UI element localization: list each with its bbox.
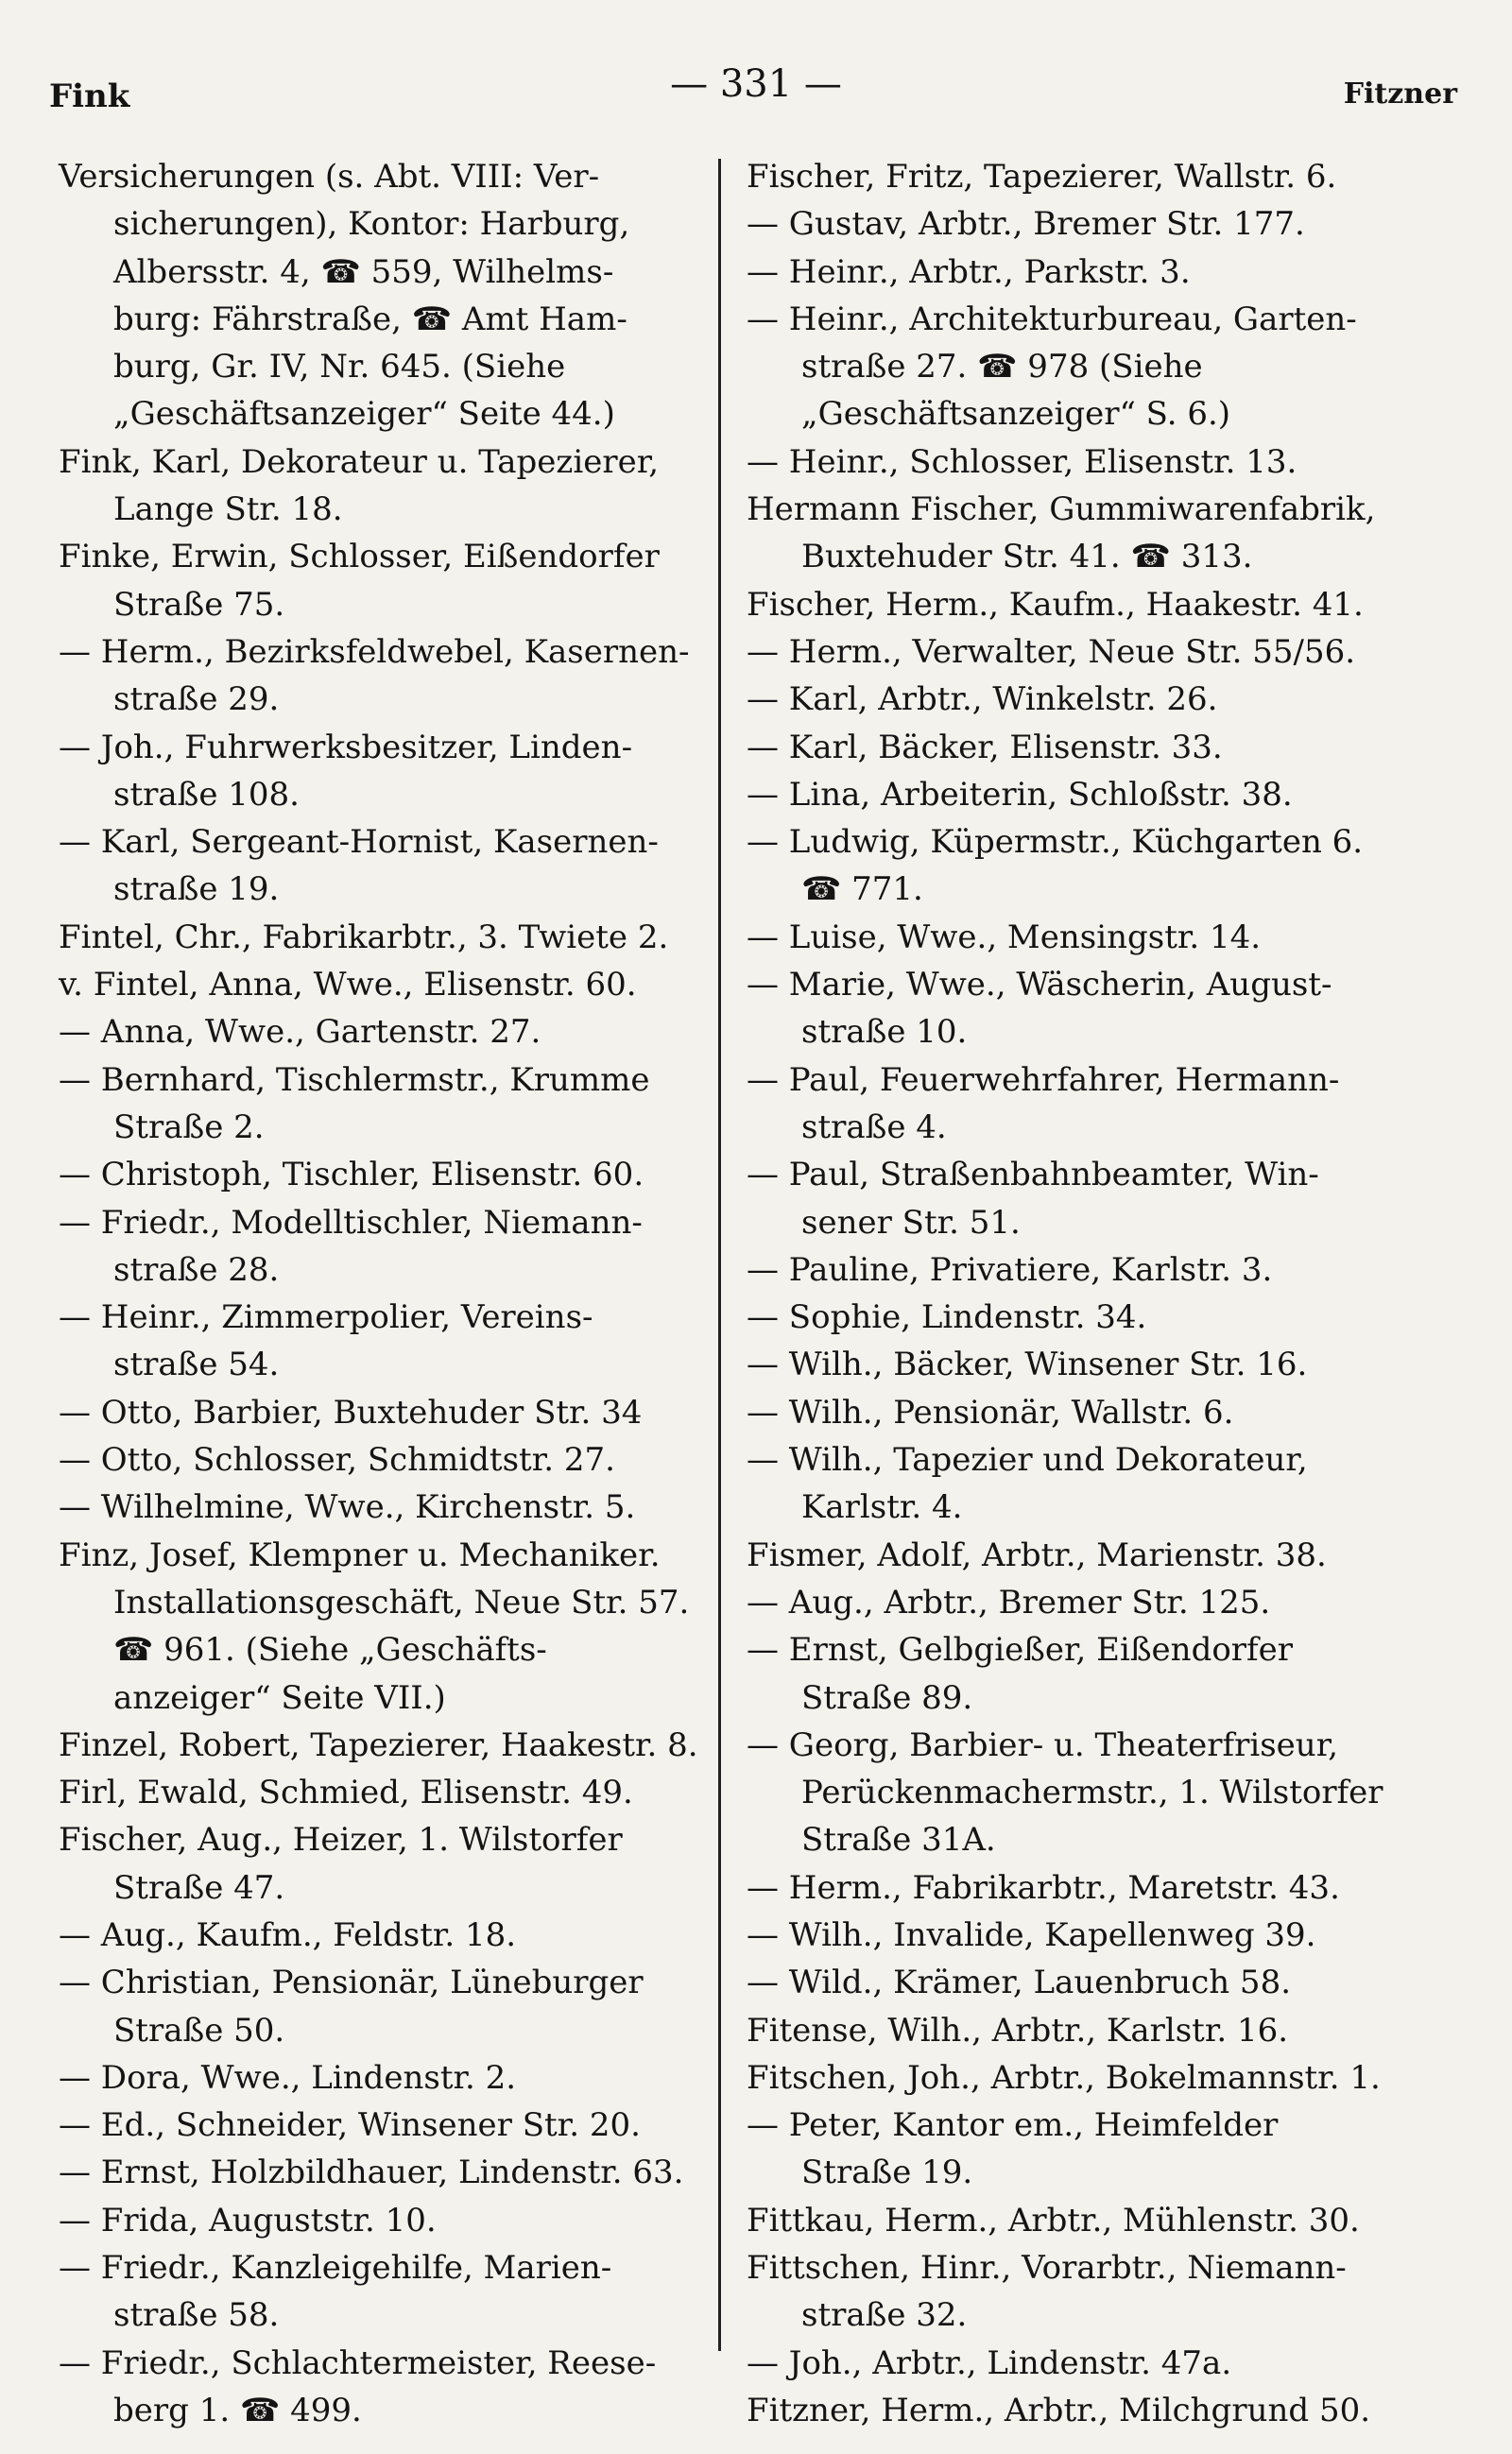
directory-entry	[747, 1151, 1436, 1246]
directory-entry	[59, 1532, 720, 1722]
entry-line: — Heinr., Zimmerpolier, Vereins-	[59, 1298, 593, 1337]
entry-line: — Georg, Barbier- u. Theaterfriseur,	[747, 1725, 1339, 1764]
entry-line: v. Fintel, Anna, Wwe., Elisenstr. 60.	[59, 966, 637, 1004]
directory-entry	[747, 200, 1436, 248]
entry-line: — Wilh., Pensionär, Wallstr. 6.	[747, 1393, 1234, 1432]
entry-line: — Herm., Verwalter, Neue Str. 55/56.	[747, 632, 1356, 671]
entry-line: Fischer, Aug., Heizer, 1. Wilstorfer	[59, 1821, 623, 1860]
entry-continuation-line: anzeiger“ Seite VII.)	[113, 1678, 446, 1717]
entry-continuation-line: Straße 31A.	[801, 1821, 996, 1860]
entry-line: — Wilh., Tapezier und Dekorateur,	[747, 1441, 1308, 1480]
directory-entry	[59, 1816, 720, 1912]
directory-entry	[59, 2054, 720, 2102]
directory-entry	[59, 724, 720, 819]
entry-continuation-line: ☎ 771.	[801, 870, 923, 909]
entry-line: Fink, Karl, Dekorateur u. Tapezierer,	[59, 442, 660, 481]
directory-entry	[59, 1389, 720, 1436]
entry-line: — Heinr., Schlosser, Elisenstr. 13.	[747, 442, 1297, 481]
entry-line: — Friedr., Kanzleigehilfe, Marien-	[59, 2249, 612, 2288]
directory-entry	[747, 2102, 1436, 2197]
directory-entry	[59, 1056, 720, 1152]
directory-entry	[59, 1199, 720, 1295]
entry-line: Fismer, Adolf, Arbtr., Marienstr. 38.	[747, 1536, 1327, 1574]
entry-line: — Anna, Wwe., Gartenstr. 27.	[59, 1013, 541, 1052]
directory-entry	[59, 1722, 720, 1769]
directory-entry	[747, 1389, 1436, 1436]
right-column	[747, 153, 1436, 2434]
directory-entry	[747, 1294, 1436, 1341]
directory-entry	[59, 1151, 720, 1198]
directory-entry	[59, 628, 720, 724]
entry-continuation-line: straße 10.	[801, 1013, 968, 1052]
directory-entry	[747, 249, 1436, 296]
entry-continuation-line: „Geschäftsanzeiger“ Seite 44.)	[113, 395, 615, 434]
entry-line: Fischer, Fritz, Tapezierer, Wallstr. 6.	[747, 158, 1337, 196]
entry-continuation-line: Lange Str. 18.	[113, 490, 343, 529]
entry-line: — Herm., Bezirksfeldwebel, Kasernen-	[59, 632, 690, 671]
entry-line: — Joh., Fuhrwerksbesitzer, Linden-	[59, 728, 633, 766]
entry-line: — Ernst, Gelbgießer, Eißendorfer	[747, 1631, 1294, 1670]
entry-line: — Christoph, Tischler, Elisenstr. 60.	[59, 1156, 644, 1194]
entry-line: Fitense, Wilh., Arbtr., Karlstr. 16.	[747, 2011, 1289, 2050]
entry-continuation-line: sicherungen), Kontor: Harburg,	[113, 205, 630, 244]
directory-entry	[59, 2149, 720, 2196]
directory-entry	[747, 961, 1436, 1056]
directory-entry	[747, 1626, 1436, 1722]
directory-entry	[747, 153, 1436, 200]
directory-entry	[747, 1436, 1436, 1532]
entry-line: — Heinr., Arbtr., Parkstr. 3.	[747, 252, 1191, 291]
entry-line: — Sophie, Lindenstr. 34.	[747, 1298, 1147, 1337]
directory-entry	[747, 2197, 1436, 2244]
directory-entry	[59, 2244, 720, 2340]
entry-continuation-line: straße 19.	[113, 870, 280, 909]
directory-entry	[747, 2340, 1436, 2387]
entry-line: — Wilhelmine, Wwe., Kirchenstr. 5.	[59, 1488, 636, 1527]
directory-entry	[59, 153, 720, 438]
entry-line: Versicherungen (s. Abt. VIII: Ver-	[59, 158, 600, 196]
entry-continuation-line: Straße 2.	[113, 1107, 265, 1146]
directory-entry	[747, 914, 1436, 961]
entry-line: — Heinr., Architekturbureau, Garten-	[747, 300, 1357, 338]
entry-line: — Christian, Pensionär, Lüneburger	[59, 1964, 644, 2002]
entry-continuation-line: straße 58.	[113, 2296, 280, 2335]
entry-line: — Frida, Auguststr. 10.	[59, 2201, 437, 2239]
directory-entry	[747, 1056, 1436, 1152]
entry-continuation-line: Straße 50.	[113, 2011, 285, 2050]
entry-line: Fittschen, Hinr., Vorarbtr., Niemann-	[747, 2249, 1347, 2288]
entry-continuation-line: „Geschäftsanzeiger“ S. 6.)	[801, 395, 1231, 434]
directory-entry	[747, 1722, 1436, 1864]
entry-continuation-line: berg 1. ☎ 499.	[113, 2391, 362, 2429]
directory-entry	[747, 1532, 1436, 1579]
directory-entry	[59, 1769, 720, 1816]
entry-line: Firl, Ewald, Schmied, Elisenstr. 49.	[59, 1774, 633, 1812]
entry-continuation-line: Straße 19.	[801, 2154, 973, 2192]
directory-entry	[59, 533, 720, 628]
directory-entry	[59, 2197, 720, 2244]
column-divider	[718, 159, 721, 2351]
entry-continuation-line: sener Str. 51.	[801, 1203, 1021, 1242]
entry-continuation-line: straße 29.	[113, 680, 280, 719]
entry-line: Finke, Erwin, Schlosser, Eißendorfer	[59, 538, 660, 576]
entry-line: Fintel, Chr., Fabrikarbtr., 3. Twiete 2.	[59, 918, 669, 956]
directory-entry	[747, 818, 1436, 914]
entry-line: — Paul, Straßenbahnbeamter, Win-	[747, 1156, 1319, 1194]
entry-continuation-line: straße 108.	[113, 775, 300, 814]
entry-line: — Marie, Wwe., Wäscherin, August-	[747, 966, 1332, 1004]
entry-continuation-line: burg, Gr. IV, Nr. 645. (Siehe	[113, 348, 566, 386]
directory-entry	[747, 724, 1436, 771]
entry-continuation-line: Buxtehuder Str. 41. ☎ 313.	[801, 538, 1253, 576]
entry-continuation-line: burg: Fährstraße, ☎ Amt Ham-	[113, 300, 627, 338]
entry-line: Fitschen, Joh., Arbtr., Bokelmannstr. 1.	[747, 2058, 1381, 2097]
entry-line: — Gustav, Arbtr., Bremer Str. 177.	[747, 205, 1305, 244]
directory-entry	[59, 818, 720, 914]
entry-line: Fittkau, Herm., Arbtr., Mühlenstr. 30.	[747, 2201, 1360, 2239]
entry-line: — Wild., Krämer, Lauenbruch 58.	[747, 1964, 1292, 2002]
directory-entry	[59, 1436, 720, 1484]
entry-continuation-line: straße 32.	[801, 2296, 968, 2335]
entry-line: — Karl, Bäcker, Elisenstr. 33.	[747, 728, 1223, 766]
entry-line: Fischer, Herm., Kaufm., Haakestr. 41.	[747, 585, 1364, 624]
entry-line: Hermann Fischer, Gummiwarenfabrik,	[747, 490, 1376, 529]
directory-entry	[59, 1008, 720, 1055]
entry-continuation-line: Albersstr. 4, ☎ 559, Wilhelms-	[113, 252, 614, 291]
entry-line: — Peter, Kantor em., Heimfelder	[747, 2106, 1279, 2145]
entry-line: — Karl, Arbtr., Winkelstr. 26.	[747, 680, 1218, 719]
directory-entry	[747, 1912, 1436, 1959]
entry-line: — Wilh., Bäcker, Winsener Str. 16.	[747, 1346, 1308, 1384]
entry-line: — Herm., Fabrikarbtr., Maretstr. 43.	[747, 1868, 1340, 1907]
directory-entry	[59, 1959, 720, 2054]
directory-entry	[747, 1246, 1436, 1294]
header-left-keyword: Fink	[49, 77, 130, 115]
directory-entry	[747, 1864, 1436, 1912]
entry-continuation-line: straße 4.	[801, 1107, 947, 1146]
left-column	[59, 153, 720, 2434]
directory-entry	[747, 296, 1436, 438]
entry-continuation-line: Karlstr. 4.	[801, 1488, 963, 1527]
directory-entry	[59, 961, 720, 1008]
entry-line: — Ed., Schneider, Winsener Str. 20.	[59, 2106, 641, 2145]
entry-line: — Karl, Sergeant-Hornist, Kasernen-	[59, 823, 659, 862]
entry-continuation-line: straße 28.	[113, 1250, 280, 1289]
entry-continuation-line: Straße 75.	[113, 585, 285, 624]
directory-entry	[747, 486, 1436, 581]
directory-entry	[747, 2387, 1436, 2434]
entry-line: — Bernhard, Tischlermstr., Krumme	[59, 1060, 650, 1099]
entry-line: — Lina, Arbeiterin, Schloßstr. 38.	[747, 775, 1293, 814]
directory-entry	[59, 1294, 720, 1389]
entry-continuation-line: straße 54.	[113, 1346, 280, 1384]
entry-line: — Otto, Barbier, Buxtehuder Str. 34	[59, 1393, 643, 1432]
entry-continuation-line: Perückenmachermstr., 1. Wilstorfer	[801, 1774, 1383, 1812]
directory-entry	[747, 676, 1436, 723]
entry-line: — Friedr., Modelltischler, Niemann-	[59, 1203, 643, 1242]
entry-line: — Joh., Arbtr., Lindenstr. 47a.	[747, 2343, 1232, 2382]
entry-line: — Paul, Feuerwehrfahrer, Hermann-	[747, 1060, 1340, 1099]
entry-line: — Aug., Kaufm., Feldstr. 18.	[59, 1915, 517, 1954]
directory-entry	[59, 914, 720, 961]
directory-entry	[59, 438, 720, 534]
entry-line: — Pauline, Privatiere, Karlstr. 3.	[747, 1250, 1273, 1289]
entry-line: Fitzner, Herm., Arbtr., Milchgrund 50.	[747, 2391, 1371, 2429]
entry-line: Finzel, Robert, Tapezierer, Haakestr. 8.	[59, 1725, 698, 1764]
directory-entry	[747, 438, 1436, 486]
directory-entry	[747, 2007, 1436, 2054]
directory-entry	[59, 1912, 720, 1959]
entry-line: — Otto, Schlosser, Schmidtstr. 27.	[59, 1441, 615, 1480]
directory-entry	[747, 1341, 1436, 1388]
entry-line: — Ernst, Holzbildhauer, Lindenstr. 63.	[59, 2154, 684, 2192]
entry-line: — Dora, Wwe., Lindenstr. 2.	[59, 2058, 517, 2097]
directory-entry	[747, 771, 1436, 818]
entry-line: — Friedr., Schlachtermeister, Reese-	[59, 2343, 657, 2382]
directory-entry	[747, 1579, 1436, 1626]
entry-line: — Ludwig, Küpermstr., Küchgarten 6.	[747, 823, 1364, 862]
directory-entry	[59, 2340, 720, 2435]
entry-line: — Wilh., Invalide, Kapellenweg 39.	[747, 1915, 1316, 1954]
directory-entry	[747, 2054, 1436, 2102]
header-right-keyword: Fitzner	[1343, 77, 1457, 111]
page-number: — 331 —	[670, 62, 842, 106]
entry-continuation-line: ☎ 961. (Siehe „Geschäfts-	[113, 1631, 547, 1670]
directory-entry	[747, 581, 1436, 628]
entry-line: Finz, Josef, Klempner u. Mechaniker.	[59, 1536, 661, 1574]
directory-entry	[59, 1484, 720, 1531]
entry-line: — Aug., Arbtr., Bremer Str. 125.	[747, 1583, 1271, 1622]
entry-continuation-line: Straße 47.	[113, 1868, 285, 1907]
entry-continuation-line: Straße 89.	[801, 1678, 973, 1717]
entry-continuation-line: Installationsgeschäft, Neue Str. 57.	[113, 1583, 690, 1622]
directory-entry	[747, 1959, 1436, 2006]
directory-entry	[747, 628, 1436, 676]
directory-entry	[747, 2244, 1436, 2340]
entry-continuation-line: straße 27. ☎ 978 (Siehe	[801, 348, 1203, 386]
entry-line: — Luise, Wwe., Mensingstr. 14.	[747, 918, 1262, 956]
directory-entry	[59, 2102, 720, 2149]
